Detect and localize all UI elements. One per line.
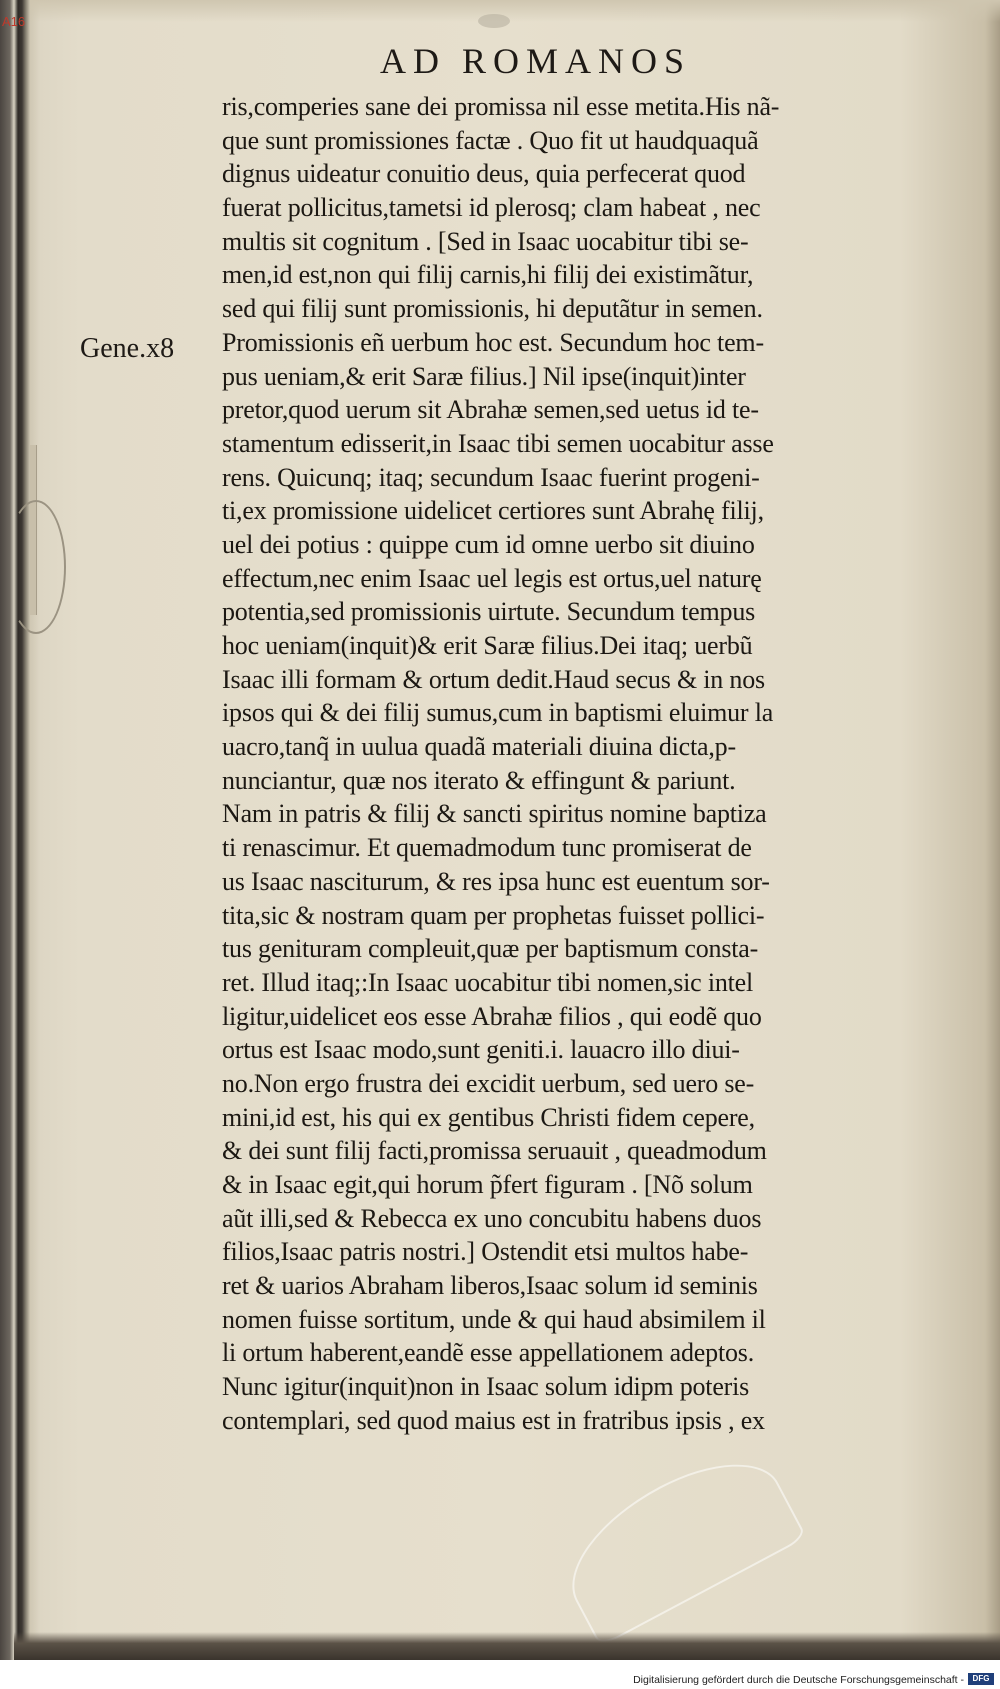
page-bottom-edge — [14, 1632, 1000, 1660]
text-line: pus ueniam,& erit Saræ filius.] Nil ipse(inquit)inter — [222, 361, 746, 391]
text-line: dignus uideatur conuitio deus, quia perfecerat quod — [222, 159, 746, 189]
text-line: nomen fuisse sortitum, unde & qui haud absimilem il — [222, 1304, 766, 1334]
text-line: ligitur,uidelicet eos esse Abrahæ filios , qui eodẽ quo — [222, 1001, 762, 1031]
text-line: li ortum haberent,eandẽ esse appellationem adeptos. — [222, 1338, 754, 1368]
text-line: uel dei potius : quippe cum id omne uerbo sit diuino — [222, 529, 755, 559]
text-line: Nam in patris & filij & sancti spiritus nomine baptiza — [222, 799, 767, 829]
text-line: ret & uarios Abraham liberos,Isaac solum id seminis — [222, 1271, 758, 1301]
running-head: AD ROMANOS — [380, 41, 692, 81]
text-line: mini,id est, his qui ex gentibus Christi fidem cepere, — [222, 1102, 755, 1132]
text-line: rens. Quicunq; itaq; secundum Isaac fuerint progeni- — [222, 462, 760, 492]
text-line: tita,sic & nostram quam per prophetas fuisset pollici- — [222, 900, 765, 930]
text-line: uacro,tanq̃ in uulua quadã materiali diuina dicta,p- — [222, 732, 736, 762]
text-line: men,id est,non qui filij carnis,hi filij dei existimãtur, — [222, 260, 754, 290]
text-line: ti renascimur. Et quemadmodum tunc promiserat de — [222, 833, 752, 863]
text-line: que sunt promissiones factæ . Quo fit ut haudquaquã — [222, 125, 759, 155]
text-line: no.Non ergo frustra dei excidit uerbum, sed uero se- — [222, 1068, 755, 1098]
text-line: fuerat pollicitus,tametsi id plerosq; clam habeat , nec — [222, 193, 761, 223]
text-line: ti,ex promissione uidelicet certiores sunt Abrahę filij, — [222, 496, 764, 526]
binding-ring — [6, 500, 66, 634]
text-line: Nunc igitur(inquit)non in Isaac solum idipm poteris — [222, 1372, 750, 1402]
text-line: Isaac illi formam & ortum dedit.Haud secus & in nos — [222, 664, 765, 694]
text-line: contemplari, sed quod maius est in fratribus ipsis , ex — [222, 1405, 765, 1435]
text-line: ortus est Isaac modo,sunt geniti.i. lauacro illo diui- — [222, 1035, 740, 1065]
text-line: nunciantur, quæ nos iterato & effingunt & pariunt. — [222, 765, 736, 795]
text-line: pretor,quod uerum sit Abrahæ semen,sed uetus id te- — [222, 395, 759, 425]
text-line: & dei sunt filij facti,promissa seruauit , queadmodum — [222, 1136, 767, 1166]
text-line: sed qui filij sunt promissionis, hi deputãtur in semen. — [222, 294, 763, 324]
dfg-logo: DFG — [968, 1673, 994, 1685]
footer-credit: Digitalisierung gefördert durch die Deutsche Forschungsgemeinschaft - — [633, 1674, 964, 1686]
text-line: ret. Illud itaq;:In Isaac uocabitur tibi nomen,sic intel — [222, 967, 754, 997]
corner-mark: A16 — [2, 14, 26, 29]
text-line: tus genituram compleuit,quæ per baptismum consta- — [222, 934, 759, 964]
text-line: ris,comperies sane dei promissa nil esse metita.His nã- — [222, 92, 780, 121]
text-line: effectum,nec enim Isaac uel legis est ortus,uel naturę — [222, 563, 762, 593]
margin-note: Gene.x8 — [80, 333, 175, 364]
text-line: ipsos qui & dei filij sumus,cum in baptismi eluimur la — [222, 698, 774, 728]
body-text — [222, 90, 937, 1438]
text-line: hoc ueniam(inquit)& erit Saræ filius.Dei itaq; uerbũ — [222, 631, 753, 660]
text-line: aũt illi,sed & Rebecca ex uno concubitu habens duos — [222, 1203, 762, 1233]
text-line: us Isaac nasciturum, & res ipsa hunc est euentum sor- — [222, 866, 770, 896]
text-line: stamentum edisserit,in Isaac tibi semen uocabitur asse — [222, 428, 774, 458]
text-line: & in Isaac egit,qui horum p̃fert figuram . [Nõ solum — [222, 1170, 753, 1199]
text-line: multis sit cognitum . [Sed in Isaac uocabitur tibi se- — [222, 226, 749, 256]
text-line: filios,Isaac patris nostri.] Ostendit etsi multos habe- — [222, 1237, 749, 1267]
text-line: Promissionis eñ uerbum hoc est. Secundum hoc tem- — [222, 327, 764, 357]
ink-blot — [478, 14, 510, 28]
text-line: potentia,sed promissionis uirtute. Secundum tempus — [222, 597, 756, 627]
page-top-shadow — [30, 0, 1000, 22]
